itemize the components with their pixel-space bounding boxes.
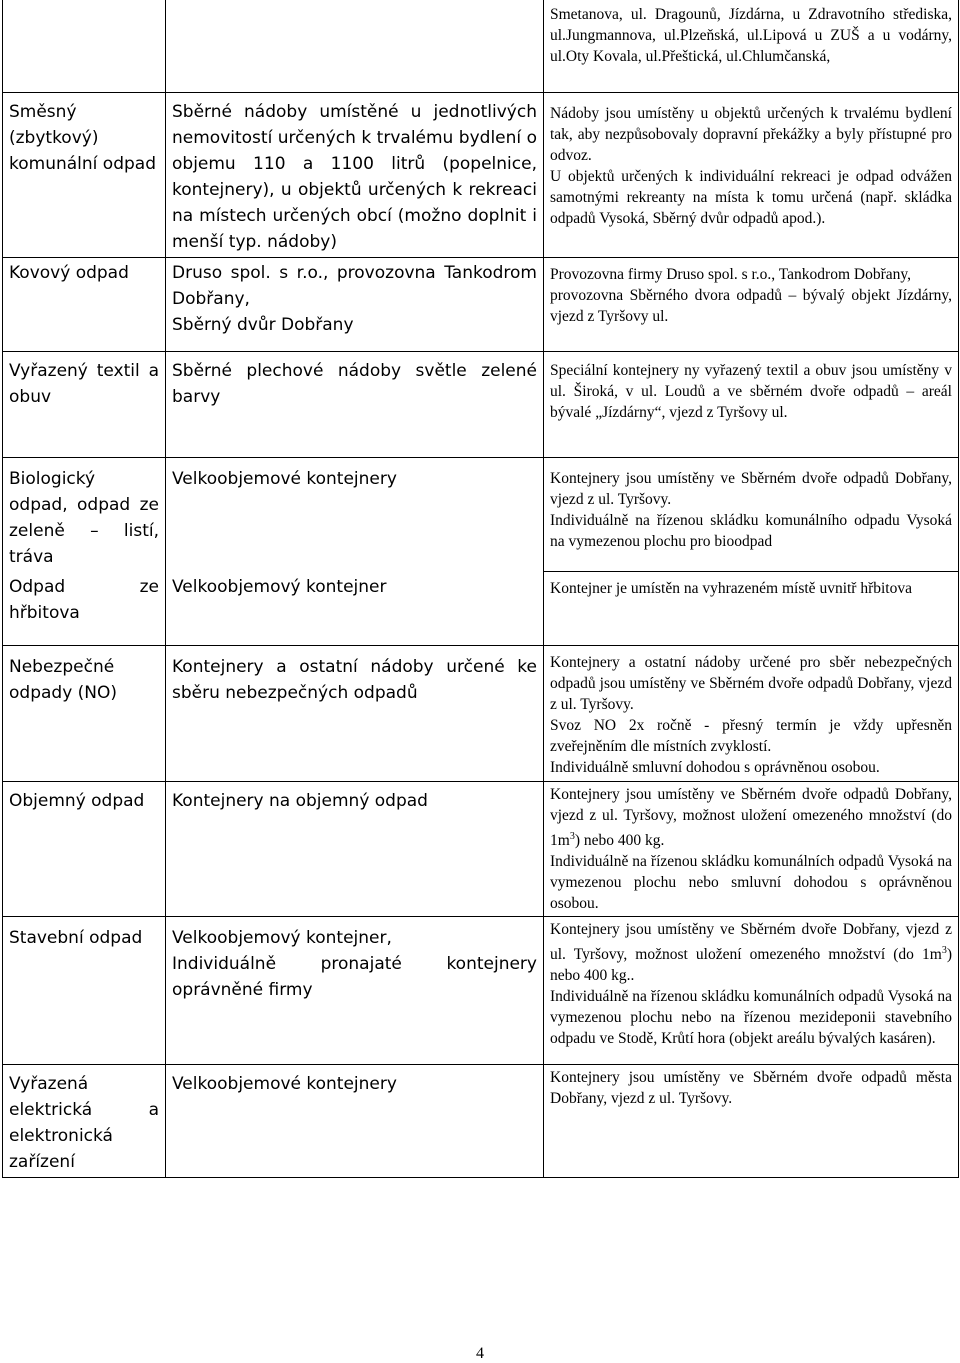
location-cell: Speciální kontejnery ny vyřazený textil a obuv jsou umístěny v ul. Široká, v ul. Loudů a ve sběrném dvoře odpadů – areál bývalé „Jízdárny“, vjezd z Tyršovy ul. <box>544 351 959 457</box>
superscript: 3 <box>569 831 575 842</box>
waste-type-cell: Vyřazený textil a obuv <box>3 351 166 457</box>
container-cell: Velkoobjemový kontejner <box>166 572 544 646</box>
table-row <box>3 92 959 257</box>
waste-type-cell: Biologický odpad, odpad ze zeleně – listí, tráva <box>3 457 166 572</box>
superscript: 3 <box>941 945 947 957</box>
container-cell: Velkoobjemové kontejnery <box>166 457 544 572</box>
location-text: ) nebo 400 kg. <box>574 832 665 850</box>
location-line: U objektů určených k individuální rekreaci je odpad odvážen samotnými rekreanty na místa k tomu určená (např. skládka odpadů Vysoká, Sběrný dvůr odpadů apod.). <box>550 167 952 227</box>
container-cell <box>166 257 544 351</box>
location-line: Individuálně na řízenou skládku komunálních odpadů Vysoká na vymezenou plochu nebo na řízenou mezideponii stavebního odpadu ve Stodě, Krůtí hora (objekt areálu bývalých kasáren). <box>550 988 952 1048</box>
waste-type-cell: Směsný (zbytkový) komunální odpad <box>3 92 166 257</box>
container-line: Individuálně pronajaté kontejnery oprávněné firmy <box>172 954 537 1001</box>
location-cell <box>544 92 959 257</box>
table-row <box>3 917 959 1065</box>
container-cell <box>166 917 544 1065</box>
table-row <box>3 351 959 457</box>
table-row <box>3 257 959 351</box>
location-line: Nádoby jsou umístěny u objektů určených k trvalému bydlení tak, aby nezpůsobovaly dopravní překážky a byly přístupné pro odvoz. <box>550 104 952 164</box>
location-line: Kontejnery a ostatní nádoby určené pro sběr nebezpečných odpadů jsou umístěny ve Sběrném dvoře odpadů Dobřany, vjezd z ul. Tyršovy. <box>550 654 952 713</box>
container-line: Velkoobjemový kontejner, <box>172 928 392 949</box>
waste-collection-table <box>2 0 959 1178</box>
location-cell: Kontejner je umístěn na vyhrazeném místě uvnitř hřbitova <box>544 572 959 646</box>
location-line: Kontejnery jsou umístěny ve Sběrném dvoře odpadů Dobřany, vjezd z ul. Tyršovy. <box>550 469 952 508</box>
container-cell: Sběrné nádoby umístěné u jednotlivých nemovitostí určených k trvalému bydlení o objemu 110 a 1100 litrů (popelnice, kontejnery), u objektů určených k rekreaci na místech určených obcí (možno doplnit i menší typ. nádoby) <box>166 92 544 257</box>
location-cell <box>544 646 959 782</box>
container-cell: Kontejnery na objemný odpad <box>166 782 544 917</box>
page-number: 4 <box>476 1345 484 1362</box>
waste-type-cell: Objemný odpad <box>3 782 166 917</box>
location-cell <box>544 782 959 917</box>
waste-type-cell: Vyřazená elektrická a elektronická zařízení <box>3 1065 166 1178</box>
location-cell: Smetanova, ul. Dragounů, Jízdárna, u Zdravotního střediska, ul.Jungmannova, ul.Plzeňská, ul.Lipová u ZUŠ a u vodárny, ul.Oty Kovala, ul.Přeštická, ul.Chlumčanská, <box>544 0 959 92</box>
table-row <box>3 0 959 92</box>
location-cell <box>544 257 959 351</box>
table-row <box>3 572 959 646</box>
location-cell <box>544 457 959 572</box>
container-cell <box>166 0 544 92</box>
container-cell: Kontejnery a ostatní nádoby určené ke sběru nebezpečných odpadů <box>166 646 544 782</box>
waste-type-cell: Odpad ze hřbitova <box>3 572 166 646</box>
location-text: Kontejnery jsou umístěny ve Sběrném dvoře Dobřany, vjezd z ul. Tyršovy, možnost uložení omezeného množství (do 1m <box>550 921 952 964</box>
container-cell: Velkoobjemové kontejnery <box>166 1065 544 1178</box>
waste-type-cell: Kovový odpad <box>3 257 166 351</box>
container-cell: Sběrné plechové nádoby světle zelené barvy <box>166 351 544 457</box>
table-row <box>3 457 959 572</box>
table-row <box>3 646 959 782</box>
container-line: Druso spol. s r.o., provozovna Tankodrom Dobřany, <box>172 262 537 309</box>
location-line: Individuálně na řízenou skládku komunálních odpadů Vysoká na vymezenou plochu nebo smluvní dohodou s oprávněnou osobou. <box>550 853 952 913</box>
location-line: Individuálně smluvní dohodou s oprávněnou osobou. <box>550 759 880 776</box>
location-text: ) nebo 400 kg.. <box>550 946 952 985</box>
location-line: provozovna Sběrného dvora odpadů – bývalý objekt Jízdárny, vjezd z Tyršovy ul. <box>550 286 952 325</box>
container-line: Sběrný dvůr Dobřany <box>172 314 354 335</box>
waste-type-cell: Nebezpečné odpady (NO) <box>3 646 166 782</box>
table-row <box>3 1065 959 1178</box>
waste-type-cell: Stavební odpad <box>3 917 166 1065</box>
location-cell <box>544 917 959 1065</box>
table-row <box>3 782 959 917</box>
location-line: Svoz NO 2x ročně - přesný termín je vždy upřesněn zveřejněním dle místních zvyklostí. <box>550 717 952 755</box>
waste-type-cell <box>3 0 166 92</box>
location-text: Kontejnery jsou umístěny ve Sběrném dvoře odpadů Dobřany, vjezd z ul. Tyršovy, možnost uložení omezeného množství (do 1m <box>550 786 952 850</box>
location-line: Individuálně na řízenou skládku komunálního odpadu Vysoká na vymezenou plochu pro bioodpad <box>550 511 952 550</box>
location-cell: Kontejnery jsou umístěny ve Sběrném dvoře odpadů města Dobřany, vjezd z ul. Tyršovy. <box>544 1065 959 1178</box>
location-line: Provozovna firmy Druso spol. s r.o., Tankodrom Dobřany, <box>550 265 911 283</box>
